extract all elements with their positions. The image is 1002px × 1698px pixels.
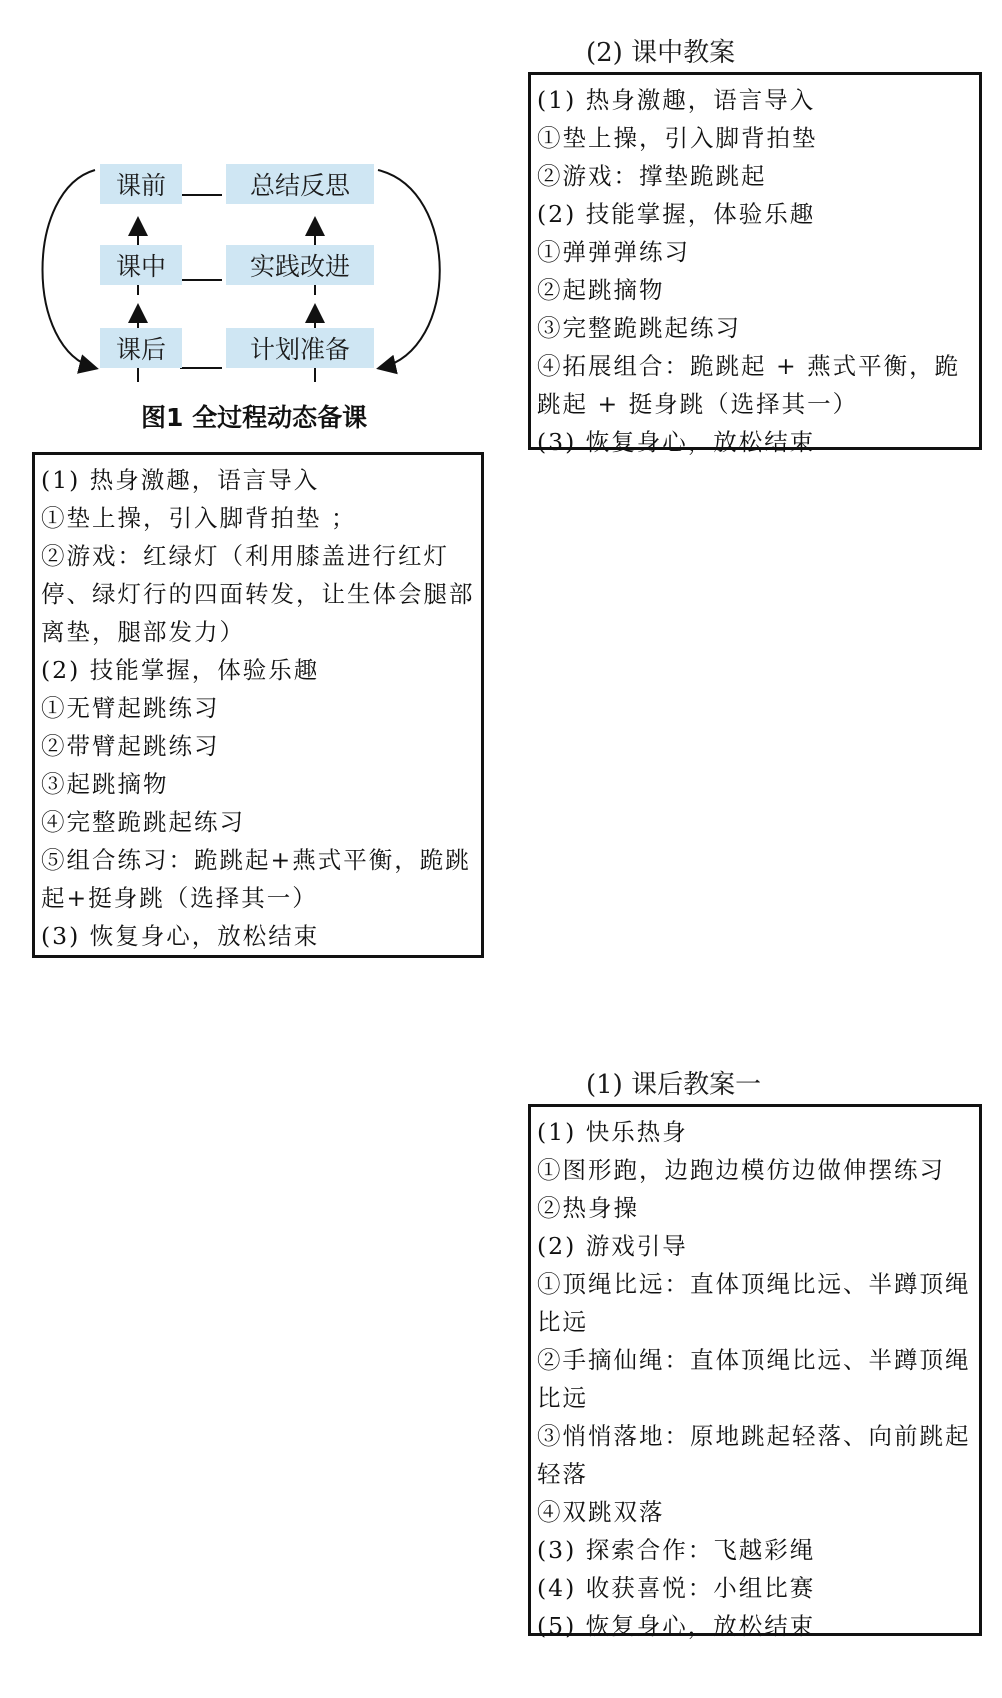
list-item: (2) 技能掌握，体验乐趣 <box>41 656 320 684</box>
node-pre-class: 课前 <box>100 164 182 204</box>
node-in-class: 课中 <box>100 245 182 285</box>
list-item: (3) 恢复身心，放松结束 <box>41 922 320 950</box>
list-item: ①垫上操，引入脚背拍垫 <box>537 124 818 152</box>
in-class-plan-caption: (2) 课中教案 <box>586 38 736 68</box>
list-item: ①无臂起跳练习 <box>41 694 220 722</box>
list-item: ④双跳双落 <box>537 1498 665 1526</box>
list-item: (2) 游戏引导 <box>537 1232 688 1260</box>
node-summary-reflection: 总结反思 <box>226 164 374 204</box>
post-class-lesson-plan-box <box>528 1104 982 1640</box>
list-item: (2) 技能掌握，体验乐趣 <box>537 200 816 228</box>
list-item: ①垫上操，引入脚背拍垫 ； <box>41 504 357 532</box>
list-item: (3) 探索合作：飞越彩绳 <box>537 1536 816 1564</box>
node-practice-improve: 实践改进 <box>226 245 374 285</box>
in-class-lesson-plan-box <box>528 72 982 456</box>
list-item: (1) 快乐热身 <box>537 1118 688 1146</box>
post-class-plan-caption: (1) 课后教案一 <box>586 1070 762 1100</box>
right-loop-arrow <box>378 170 440 368</box>
list-item: (4) 收获喜悦：小组比赛 <box>537 1574 816 1602</box>
list-item: ②游戏：撑垫跪跳起 <box>537 162 767 190</box>
list-item: ②起跳摘物 <box>537 276 665 304</box>
list-item: ①弹弹弹练习 <box>537 238 690 266</box>
list-item: (1) 热身激趣，语言导入 <box>41 466 320 494</box>
left-loop-arrow <box>43 170 96 368</box>
figure-title: 图1 全过程动态备课 <box>141 403 368 432</box>
list-item: ⑤组合练习：跪跳起+燕式平衡，跪跳起+挺身跳（选择其一） <box>41 846 471 912</box>
list-item: ②游戏：红绿灯（利用膝盖进行红灯停、绿灯行的四面转发，让生体会腿部离垫，腿部发力） <box>41 542 475 646</box>
list-item: ②热身操 <box>537 1194 639 1222</box>
list-item: (5) 恢复身心，放松结束 <box>537 1612 816 1640</box>
list-item: ③起跳摘物 <box>41 770 169 798</box>
list-item: ①图形跑，边跑边模仿边做伸摆练习 <box>537 1156 945 1184</box>
node-post-class: 课后 <box>100 328 182 368</box>
pre-class-lesson-plan-box <box>32 452 484 958</box>
list-item: ②带臂起跳练习 <box>41 732 220 760</box>
list-item: (1) 热身激趣，语言导入 <box>537 86 816 114</box>
list-item: (3) 恢复身心，放松结束 <box>537 428 816 456</box>
node-plan-prepare: 计划准备 <box>226 328 374 368</box>
list-item: ④拓展组合：跪跳起 + 燕式平衡，跪跳起 + 挺身跳（选择其一） <box>537 352 961 418</box>
list-item: ①顶绳比远：直体顶绳比远、半蹲顶绳比远 <box>537 1270 971 1336</box>
list-item: ②手摘仙绳：直体顶绳比远、半蹲顶绳比远 <box>537 1346 971 1412</box>
list-item: ④完整跪跳起练习 <box>41 808 245 836</box>
list-item: ③悄悄落地：原地跳起轻落、向前跳起轻落 <box>537 1422 971 1488</box>
list-item: ③完整跪跳起练习 <box>537 314 741 342</box>
